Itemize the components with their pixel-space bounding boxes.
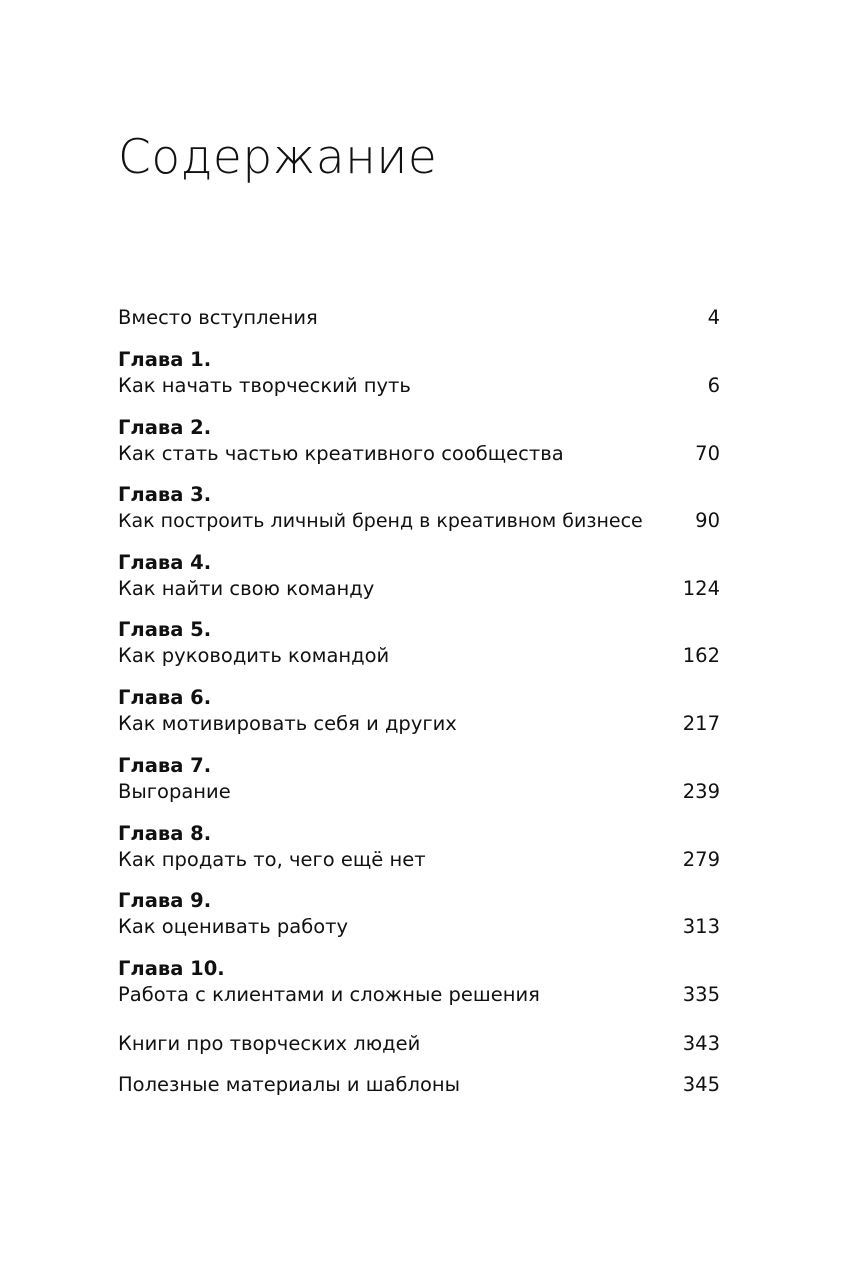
- page-title: Содержание: [118, 130, 438, 185]
- toc-chapter-label: Глава 3.: [118, 483, 212, 506]
- toc-entry-chapter-6[interactable]: [118, 711, 720, 737]
- toc-entry-chapter-10[interactable]: [118, 982, 720, 1008]
- toc-entry-chapter-1[interactable]: [118, 373, 720, 399]
- toc-entry-title: Книги про творческих людей: [118, 1032, 421, 1055]
- toc-entry-page: 345: [682, 1073, 720, 1096]
- toc-entry-page: 313: [682, 915, 720, 938]
- toc-chapter-label: Глава 1.: [118, 348, 212, 371]
- toc-entry-chapter-3[interactable]: [118, 508, 720, 534]
- toc-entry-title: Как продать то, чего ещё нет: [118, 848, 426, 871]
- toc-entry-page: 162: [682, 644, 720, 667]
- toc-entry-title: Работа с клиентами и сложные решения: [118, 983, 540, 1006]
- toc-entry-title: Как стать частью креативного сообщества: [118, 442, 564, 465]
- toc-chapter-label: Глава 4.: [118, 551, 212, 574]
- toc-entry-title: Полезные материалы и шаблоны: [118, 1073, 461, 1096]
- toc-entry-page: 70: [695, 442, 720, 465]
- toc-entry-materials[interactable]: [118, 1072, 720, 1098]
- toc-entry-chapter-9[interactable]: [118, 914, 720, 940]
- toc-entry-title: Как построить личный бренд в креативном бизнесе: [118, 510, 643, 532]
- toc-entry-title: Как мотивировать себя и других: [118, 712, 457, 735]
- toc-entry-page: 343: [682, 1032, 720, 1055]
- toc-entry-chapter-5[interactable]: [118, 643, 720, 669]
- toc-entry-page: 90: [695, 509, 720, 532]
- toc-entry-page: 217: [682, 712, 720, 735]
- toc-entry-page: 124: [682, 577, 720, 600]
- toc-entry-chapter-7[interactable]: [118, 779, 720, 805]
- toc-entry-page: 335: [682, 983, 720, 1006]
- toc-entry-page: 6: [707, 374, 720, 397]
- toc-chapter-label: Глава 7.: [118, 754, 212, 777]
- toc-entry-page: 239: [682, 780, 720, 803]
- toc-entry-title: Как начать творческий путь: [118, 374, 411, 397]
- toc-entry-books[interactable]: [118, 1031, 720, 1057]
- toc-chapter-label: Глава 8.: [118, 822, 212, 845]
- toc-entry-chapter-8[interactable]: [118, 847, 720, 873]
- toc-entry-title: Как руководить командой: [118, 644, 390, 667]
- toc-entry-page: 4: [707, 306, 720, 329]
- toc-entry-intro[interactable]: [118, 305, 720, 331]
- toc-entry-title: Вместо вступления: [118, 306, 318, 329]
- toc-chapter-label: Глава 9.: [118, 889, 212, 912]
- toc-entry-title: Как оценивать работу: [118, 915, 349, 938]
- toc-chapter-label: Глава 10.: [118, 957, 225, 980]
- toc-entry-chapter-2[interactable]: [118, 441, 720, 467]
- toc-entry-page: 279: [682, 848, 720, 871]
- toc-entry-chapter-4[interactable]: [118, 576, 720, 602]
- toc-chapter-label: Глава 6.: [118, 686, 212, 709]
- toc-chapter-label: Глава 2.: [118, 416, 212, 439]
- toc-entry-title: Выгорание: [118, 780, 231, 803]
- toc-chapter-label: Глава 5.: [118, 618, 212, 641]
- toc-entry-title: Как найти свою команду: [118, 577, 375, 600]
